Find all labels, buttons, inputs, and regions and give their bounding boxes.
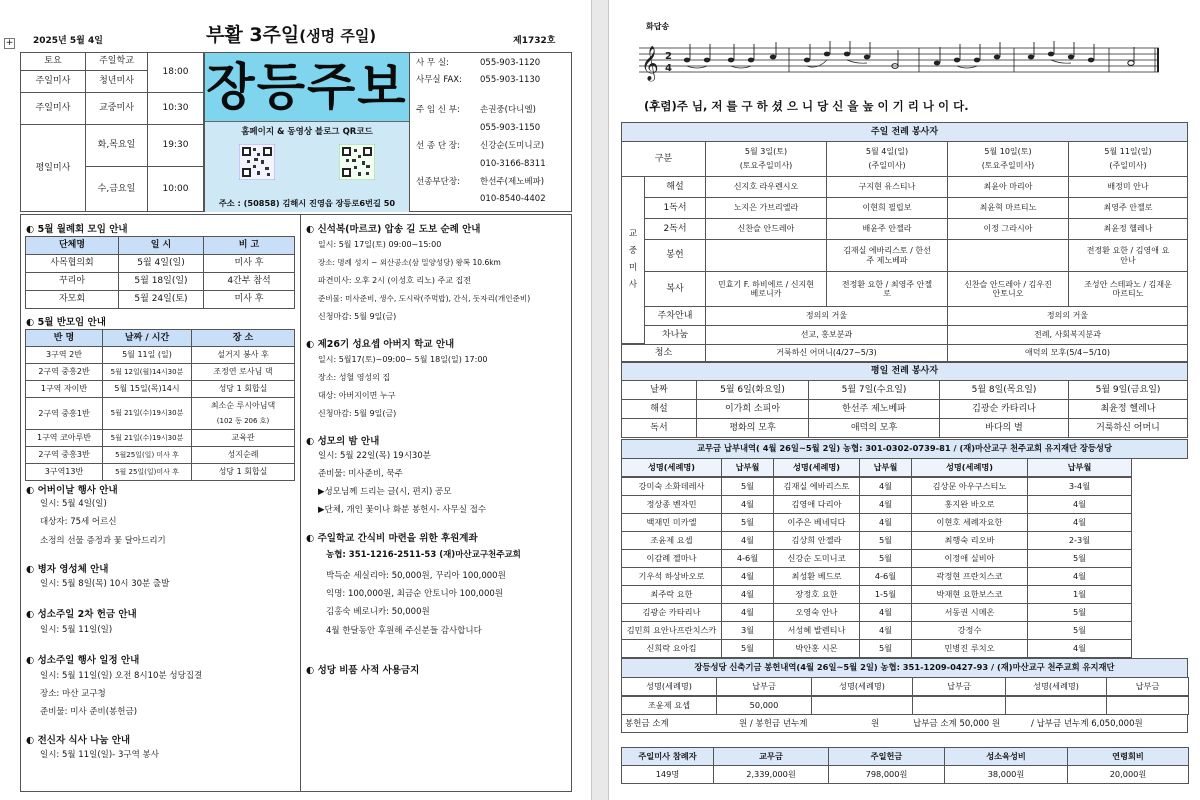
issue-number: 제1732호 bbox=[513, 36, 556, 46]
psalm-label: 화답송 bbox=[646, 22, 670, 31]
table-cell-line: (102 동 206 호) bbox=[216, 416, 270, 425]
duty-cell: 정의의 거울 bbox=[947, 306, 1188, 326]
table-header: 반 명 bbox=[25, 329, 103, 347]
table-cell: 기우석 하상바오로 bbox=[621, 567, 722, 586]
notice-line: 일시: 5월 22일(목) 19시30분 bbox=[318, 451, 431, 461]
table-cell: 1-5월 bbox=[859, 585, 912, 604]
duty-cell: 신지호 라우렌시오 bbox=[705, 176, 827, 198]
qr-code-video-blog[interactable] bbox=[339, 144, 375, 180]
svg-text:𝄞: 𝄞 bbox=[641, 46, 659, 81]
table-cell: 5월 12일(월)14시30분 bbox=[102, 363, 192, 381]
notice-line: 파견미사: 오후 2시 (이성호 리노) 주교 집전 bbox=[318, 276, 471, 285]
contact-value: 055-903-1120 bbox=[480, 58, 541, 68]
duty-cell: 애덕의 모후(5/4~5/10) bbox=[947, 344, 1188, 362]
table-cell: 장정호 요한 bbox=[773, 585, 860, 604]
summary-text: 원 / 봉헌금 년누계 bbox=[739, 719, 808, 729]
table-cell: 이정애 실비아 bbox=[911, 549, 1028, 568]
table-cell: 미사 후 bbox=[203, 290, 295, 309]
church-address: 주소 : (50858) 김해시 진영읍 장등로6번길 50 bbox=[205, 196, 409, 212]
table-cell: 5월 bbox=[721, 477, 774, 496]
contact-key: 선 종 단 장: bbox=[416, 141, 460, 151]
table-cell: 곽정현 프란치스코 bbox=[911, 567, 1028, 586]
table-header-line: (토요주일미사) bbox=[981, 161, 1035, 171]
role-cell: 주차안내 bbox=[644, 306, 706, 326]
table-cell: 3구역 2반 bbox=[25, 346, 103, 364]
table-cell: 강정수 bbox=[911, 621, 1028, 640]
contact-key: 주 임 신 부: bbox=[416, 105, 460, 115]
table-cell: 4월 bbox=[721, 495, 774, 514]
summary-text: 원 bbox=[871, 719, 880, 729]
table-cell: 5월 4일(일) bbox=[118, 254, 204, 273]
pilgrimage-title: ◐ 신석복(마르코) 압송 길 도보 순례 안내 bbox=[306, 224, 481, 235]
table-cell bbox=[1106, 696, 1189, 715]
schedule-cell: 주일학교 bbox=[85, 52, 148, 71]
table-header-line: (토요주일미사) bbox=[739, 161, 793, 171]
duty-cell: 거룩하신 어머니 bbox=[1068, 418, 1188, 438]
table-cell: 4월 bbox=[1027, 567, 1132, 586]
table-header-line: 5월 3일(토) bbox=[744, 147, 788, 157]
table-cell: 민병진 루치오 bbox=[911, 639, 1028, 658]
table-title: 교무금 납부내역( 4월 26일~5월 2일) 농협: 301-0302-0739-81 / (재)마산교구 천주교회 유지재단 장등성당 bbox=[621, 439, 1188, 459]
notice-line: 익명: 100,000원, 최금순 안토니아 100,000원 bbox=[326, 589, 503, 599]
duty-cell: 최윤혁 마르티노 bbox=[947, 197, 1069, 219]
table-header: 5월 8일(목요일) bbox=[939, 380, 1069, 400]
notice-line: 소정의 선물 증정과 꽃 달아드리기 bbox=[40, 536, 166, 546]
duty-cell: 평화의 모후 bbox=[696, 418, 809, 438]
notice-line: 준비물: 미사준비, 생수, 도시락(주먹밥), 간식, 돗자리(개인준비) bbox=[318, 294, 531, 303]
role-cell: 해설 bbox=[644, 176, 706, 198]
contact-value: 010-3166-8311 bbox=[480, 159, 546, 169]
contact-key: 선종부단장: bbox=[416, 177, 460, 187]
left-page bbox=[0, 0, 591, 800]
table-cell: 4월 bbox=[859, 495, 912, 514]
notice-line: 대상자: 75세 어르신 bbox=[40, 517, 117, 527]
notice-line: 일시: 5월 4일(일) bbox=[40, 499, 107, 509]
schedule-cell: 주일미사 bbox=[20, 70, 86, 93]
table-cell: 4월 bbox=[1027, 495, 1132, 514]
contact-value: 손권중(다니엘) bbox=[480, 105, 536, 115]
table-cell: 김재실 에바리스토 bbox=[773, 477, 860, 496]
schedule-cell: 10:00 bbox=[147, 166, 204, 212]
table-header: 장 소 bbox=[191, 329, 295, 347]
notice-line: 김홍숙 베로니카: 50,000원 bbox=[326, 607, 430, 617]
table-cell: 1구역 자이반 bbox=[25, 380, 103, 398]
duty-cell: 이가희 소피아 bbox=[696, 399, 809, 419]
table-header-line: 5월 10일(토) bbox=[984, 147, 1032, 157]
schedule-cell: 19:30 bbox=[147, 124, 204, 167]
table-cell: 4월 bbox=[859, 603, 912, 622]
duty-cell: 전정환 요한 / 최영주 안젤로 bbox=[826, 271, 948, 307]
summary-text: / 납부금 년누계 6,050,000원 bbox=[1031, 719, 1143, 729]
duty-cell: 신찬슬 안드레아 bbox=[705, 218, 827, 240]
duty-cell: 조성안 스테파노 / 김재운 마르티노 bbox=[1068, 271, 1188, 307]
masthead-title: 장등주보 bbox=[206, 59, 408, 117]
notice-line: 일시: 5월 17일(토) 09:00~15:00 bbox=[318, 240, 442, 249]
schedule-cell: 교중미사 bbox=[85, 92, 148, 125]
table-cell: 5월 bbox=[1027, 549, 1132, 568]
table-cell: 4월 bbox=[859, 477, 912, 496]
table-header: 성명(세례명) bbox=[621, 677, 717, 696]
table-header: 비 고 bbox=[203, 236, 295, 255]
duty-cell: 노지은 가브리엘라 bbox=[705, 197, 827, 219]
duty-cell: 최영주 안젤로 bbox=[1068, 197, 1188, 219]
table-cell: 4월 bbox=[721, 531, 774, 550]
right-page bbox=[609, 0, 1200, 800]
table-cell: 조윤제 요셉 bbox=[621, 531, 722, 550]
table-cell: 4월 bbox=[1027, 639, 1132, 658]
table-cell: 2구역 중흥1반 bbox=[25, 397, 103, 430]
table-cell: 4월 bbox=[859, 513, 912, 532]
table-title: 주일 전례 봉사자 bbox=[621, 122, 1188, 142]
sick-communion-title: ◐ 병자 영성체 안내 bbox=[26, 564, 109, 575]
table-cell: 5월 bbox=[859, 549, 912, 568]
schedule-cell: 화,목요일 bbox=[85, 124, 148, 167]
table-cell: 5월25일(일) 미사 후 bbox=[102, 446, 192, 464]
contact-value: 010-8540-4402 bbox=[480, 194, 546, 204]
role-cell: 복사 bbox=[644, 271, 706, 307]
table-cell: 5월 18일(일) bbox=[118, 272, 204, 291]
schedule-cell: 주일미사 bbox=[20, 92, 86, 125]
notice-line: 박득순 세실리아: 50,000원, 꾸리아 100,000원 bbox=[326, 571, 506, 581]
duty-cell: 이현희 필립보 bbox=[826, 197, 948, 219]
table-cell: 3월 bbox=[721, 621, 774, 640]
duty-cell: 선교, 홍보분과 bbox=[705, 325, 948, 345]
notice-line: 장소: 마산 교구청 bbox=[40, 689, 106, 699]
table-cell: 김광순 카타리나 bbox=[621, 603, 722, 622]
duty-cell: 애덕의 모후 bbox=[808, 418, 940, 438]
table-cell: 38,000원 bbox=[944, 765, 1068, 784]
notice-line: 일시: 5월 8일(목) 10시 30분 출발 bbox=[40, 579, 170, 589]
duty-cell: 정의의 거울 bbox=[705, 306, 948, 326]
psalm-music-staff bbox=[639, 40, 1159, 84]
schedule-cell: 토요 bbox=[20, 52, 86, 71]
schedule-cell: 10:30 bbox=[147, 92, 204, 125]
notice-line: 장소: 성혈 영성의 집 bbox=[318, 373, 391, 382]
table-header: 납부월 bbox=[1027, 458, 1132, 477]
table-cell: 성지순례 bbox=[191, 446, 295, 464]
contact-box bbox=[409, 52, 572, 212]
notice-line: 일시: 5월 11일(일) bbox=[40, 625, 113, 635]
table-header: 납부금 bbox=[716, 677, 812, 696]
bulletin-date: 2025년 5월 4일 bbox=[33, 36, 103, 46]
role-cell: 2독서 bbox=[644, 218, 706, 240]
table-cell: 꾸리아 bbox=[25, 272, 119, 291]
table-cell: 백재민 미카엘 bbox=[621, 513, 722, 532]
table-header-line: 5월 11일(일) bbox=[1104, 147, 1152, 157]
table-cell: 5월 21일(수)19시30분 bbox=[102, 429, 192, 447]
table-header: 납부금 bbox=[1106, 677, 1189, 696]
contact-value: 055-903-1130 bbox=[480, 75, 541, 85]
table-cell: 김민희 요안나프란치스카 bbox=[621, 621, 722, 640]
side-label-text: 교중미사 bbox=[628, 229, 638, 290]
table-cell: 신희락 요아킴 bbox=[621, 639, 722, 658]
table-header: 구분 bbox=[621, 141, 706, 177]
table-header: 납부월 bbox=[859, 458, 912, 477]
second-collection-title: ◐ 성소주일 2차 헌금 안내 bbox=[26, 609, 137, 620]
meeting-section-title: ◐ 5월 월례회 모임 안내 bbox=[26, 224, 128, 235]
contact-key: 사 무 실: bbox=[416, 58, 449, 68]
table-cell: 3-4월 bbox=[1027, 477, 1132, 496]
contact-value: 055-903-1150 bbox=[480, 123, 541, 133]
notice-line: 장소: 명례 성지 ~ 외산공소(삼 밀양성당) 왕복 10.6km bbox=[318, 258, 501, 267]
notice-line: ▶단체, 개인 꽃이나 화분 봉헌시- 사무실 접수 bbox=[318, 505, 487, 515]
table-cell: 김상문 아우구스티노 bbox=[911, 477, 1028, 496]
table-cell: 5월 21일(수)19시30분 bbox=[102, 397, 192, 430]
role-cell: 해설 bbox=[621, 399, 697, 419]
table-header-line: (주일미사) bbox=[868, 161, 906, 171]
table-cell: 2,339,000원 bbox=[713, 765, 829, 784]
table-cell: 설거지 봉사 후 bbox=[191, 346, 295, 364]
duty-cell: 최윤정 헬레나 bbox=[1068, 218, 1188, 240]
notice-line: 일시: 5월17(토)~09:00~ 5월 18일(일) 17:00 bbox=[318, 355, 488, 364]
table-header: 성명(세례명) bbox=[773, 458, 860, 477]
table-header: 연령회비 bbox=[1067, 747, 1189, 766]
table-cell-line: 최소순 루시아님댁 bbox=[210, 401, 276, 411]
duty-cell: 최윤정 헬레나 bbox=[1068, 399, 1188, 419]
duty-cell bbox=[705, 239, 827, 272]
table-cell: 5월 25일(일)미사 후 bbox=[102, 463, 192, 481]
table-cell: 4월 bbox=[859, 621, 912, 640]
table-header: 성명(세례명) bbox=[911, 458, 1028, 477]
role-cell: 차나눔 bbox=[644, 325, 706, 345]
duty-cell: 바다의 별 bbox=[939, 418, 1069, 438]
table-cell: 5월 bbox=[721, 639, 774, 658]
notice-line: 농협: 351-1216-2511-53 (재)마산교구천주교회 bbox=[326, 550, 521, 560]
table-header: 성명(세례명) bbox=[1005, 677, 1107, 696]
table-header: 교무금 bbox=[713, 747, 829, 766]
table-title: 장등성당 신축기금 봉헌내역(4월 26일~5월 2일) 농협: 351-1209-0427-93 / (재)마산교구 천주교회 유지재단 bbox=[621, 658, 1188, 678]
duty-cell: 이정 그라시아 bbox=[947, 218, 1069, 240]
table-cell: 1구역 코아루반 bbox=[25, 429, 103, 447]
table-header: 납부월 bbox=[721, 458, 774, 477]
donation-title: ◐ 주일학교 간식비 마련을 위한 후원계좌 bbox=[306, 533, 478, 544]
notice-line: 대상: 아버지이면 누구 bbox=[318, 391, 396, 400]
duty-cell: 한선주 제노베파 bbox=[808, 399, 940, 419]
notice-line: 일시: 5월 11일(일) 오전 8시10분 성당집결 bbox=[40, 671, 203, 681]
vocation-event-title: ◐ 성소주일 행사 일정 안내 bbox=[26, 655, 140, 666]
table-cell: 박재현 요한보스코 bbox=[911, 585, 1028, 604]
notice-line: 신청마감: 5월 9일(금) bbox=[318, 409, 397, 418]
schedule-cell: 평일미사 bbox=[20, 124, 86, 212]
role-cell: 청소 bbox=[621, 344, 706, 362]
duty-cell: 김재실 에바리스토 / 한선주 제노베파 bbox=[826, 239, 948, 272]
contact-value: 신강순(도미니코) bbox=[480, 141, 545, 151]
ban-section-title: ◐ 5월 반모임 안내 bbox=[26, 317, 106, 328]
duty-cell: 민효기 F. 하비에르 / 신지현 베로니카 bbox=[705, 271, 827, 307]
table-header: 5월 9일(금요일) bbox=[1068, 380, 1188, 400]
week-title-sub: (생명 주일) bbox=[299, 27, 377, 45]
private-use-ban-title: ◐ 성당 비품 사적 사용금지 bbox=[306, 665, 420, 676]
duty-cell: 신찬슬 안드레아 / 김우진 안토니오 bbox=[947, 271, 1069, 307]
table-header: 성소육성비 bbox=[944, 747, 1068, 766]
table-cell bbox=[912, 696, 1006, 715]
table-cell: 2구역 중흥3반 bbox=[25, 446, 103, 464]
masthead-box bbox=[204, 52, 410, 212]
svg-text:2: 2 bbox=[665, 51, 672, 62]
duty-cell: 전례, 사회복지분과 bbox=[947, 325, 1188, 345]
column-divider bbox=[300, 214, 301, 792]
table-header: 5월 7일(수요일) bbox=[808, 380, 940, 400]
table-cell: 서성혜 발렌티나 bbox=[773, 621, 860, 640]
duty-cell: 최윤아 마리아 bbox=[947, 176, 1069, 198]
summary-text: 납부금 소계 50,000 원 bbox=[913, 719, 1001, 729]
contact-key: 사무실 FAX: bbox=[416, 75, 462, 85]
role-cell: 1독서 bbox=[644, 197, 706, 219]
table-cell: 사목협의회 bbox=[25, 254, 119, 273]
table-cell: 4월 bbox=[1027, 513, 1132, 532]
table-cell: 50,000 bbox=[716, 696, 812, 715]
table-header: 주일헌금 bbox=[828, 747, 945, 766]
duty-cell: 거룩하신 어머니(4/27~5/3) bbox=[705, 344, 948, 362]
table-cell: 최행숙 리오바 bbox=[911, 531, 1028, 550]
table-header: 5월 6일(화요일) bbox=[696, 380, 809, 400]
contact-value: 한선주(제노베파) bbox=[480, 177, 545, 187]
fathers-school-title: ◐ 제26기 성요셉 아버지 학교 안내 bbox=[306, 339, 455, 350]
table-cell: 미사 후 bbox=[203, 254, 295, 273]
table-cell: 자모회 bbox=[25, 290, 119, 309]
table-cell: 홍지완 바오로 bbox=[911, 495, 1028, 514]
table-cell: 4월 bbox=[721, 603, 774, 622]
table-cell: 조정연 로사님 댁 bbox=[191, 363, 295, 381]
table-cell: 김영애 다리아 bbox=[773, 495, 860, 514]
table-header: 날짜 / 시간 bbox=[102, 329, 192, 347]
table-cell: 성당 1 회합실 bbox=[191, 380, 295, 398]
table-cell: 149명 bbox=[621, 765, 714, 784]
qr-panel bbox=[205, 121, 409, 196]
table-cell: 5월 bbox=[859, 531, 912, 550]
notice-line: 일시: 5월 11일(일)- 3구역 봉사 bbox=[40, 750, 159, 760]
table-cell: 4-6월 bbox=[721, 549, 774, 568]
table-header: 납부금 bbox=[912, 677, 1006, 696]
table-cell: 5월 24일(토) bbox=[118, 290, 204, 309]
table-cell: 4월 bbox=[721, 567, 774, 586]
schedule-cell: 18:00 bbox=[147, 52, 204, 93]
table-cell: 5월 bbox=[1027, 621, 1132, 640]
table-header-line: (주일미사) bbox=[1109, 161, 1147, 171]
week-title bbox=[206, 24, 376, 47]
duty-cell: 구지현 유스티나 bbox=[826, 176, 948, 198]
table-cell: 3구역13반 bbox=[25, 463, 103, 481]
meal-sharing-title: ◐ 전신자 식사 나눔 안내 bbox=[26, 735, 131, 746]
table-cell: 서동권 시메온 bbox=[911, 603, 1028, 622]
table-cell: 4월 bbox=[721, 585, 774, 604]
table-cell: 798,000원 bbox=[828, 765, 945, 784]
notice-line: 4월 한달동안 후원해 주신분들 감사합니다 bbox=[326, 626, 482, 636]
table-header: 주일미사 참례자 bbox=[621, 747, 714, 766]
table-cell: 이현호 세례자요한 bbox=[911, 513, 1028, 532]
role-cell: 봉헌 bbox=[644, 239, 706, 272]
duty-cell bbox=[947, 239, 1069, 272]
week-title-main: 부활 3주일 bbox=[206, 24, 300, 46]
notice-line: 신청마감: 5월 9일(금) bbox=[318, 312, 397, 321]
schedule-cell: 수,금요일 bbox=[85, 166, 148, 212]
schedule-cell: 청년미사 bbox=[85, 70, 148, 93]
table-cell bbox=[811, 696, 913, 715]
table-cell: 5월 15일(목)14시 bbox=[102, 380, 192, 398]
table-cell: 이주은 베네딕다 bbox=[773, 513, 860, 532]
table-cell: 20,000원 bbox=[1067, 765, 1189, 784]
table-cell: 4간부 참석 bbox=[203, 272, 295, 291]
summary-text: 봉헌금 소계 bbox=[625, 719, 669, 729]
table-cell bbox=[1005, 696, 1107, 715]
table-cell: 김상희 안젤라 bbox=[773, 531, 860, 550]
mary-night-title: ◐ 성모의 밤 안내 bbox=[306, 436, 380, 447]
table-move-handle[interactable]: + bbox=[5, 38, 14, 48]
table-cell: 이감례 젤마나 bbox=[621, 549, 722, 568]
duty-cell: 배정미 안나 bbox=[1068, 176, 1188, 198]
notice-line: 준비물: 미사준비, 묵주 bbox=[318, 469, 403, 479]
table-header: 성명(세례명) bbox=[621, 458, 722, 477]
table-cell: 5월 bbox=[1027, 603, 1132, 622]
table-cell: 5월 11일 (일) bbox=[102, 346, 192, 364]
role-cell: 독서 bbox=[621, 418, 697, 438]
notice-line: 준비물: 미사 준비(봉헌금) bbox=[40, 707, 138, 717]
table-header: 날짜 bbox=[621, 380, 697, 400]
table-cell: 최주락 요한 bbox=[621, 585, 722, 604]
table-header-line: 5월 4일(일) bbox=[865, 147, 909, 157]
table-header: 일 시 bbox=[118, 236, 204, 255]
table-cell: 5월 bbox=[859, 639, 912, 658]
table-cell: 1월 bbox=[1027, 585, 1132, 604]
table-cell: 강미숙 소화데레사 bbox=[621, 477, 722, 496]
table-cell: 신강순 도미니코 bbox=[773, 549, 860, 568]
table-cell: 조윤제 요셉 bbox=[621, 696, 717, 715]
svg-text:4: 4 bbox=[665, 63, 672, 74]
notice-line: ▶성모님께 드리는 글(시, 편지) 공모 bbox=[318, 487, 452, 497]
table-cell: 교육관 bbox=[191, 429, 295, 447]
table-cell: 5월 bbox=[721, 513, 774, 532]
table-cell: 2-3월 bbox=[1027, 531, 1132, 550]
duty-cell: 김광순 카타리나 bbox=[939, 399, 1069, 419]
table-cell: 2구역 중흥2반 bbox=[25, 363, 103, 381]
qr-label: 홈페이지 & 동영상 블로그 QR코드 bbox=[241, 127, 373, 138]
table-cell: 오영숙 안나 bbox=[773, 603, 860, 622]
duty-cell: 배윤주 안젤라 bbox=[826, 218, 948, 240]
table-cell: 정상종 벤자민 bbox=[621, 495, 722, 514]
table-cell: 최성환 베드로 bbox=[773, 567, 860, 586]
qr-code-homepage[interactable] bbox=[239, 144, 275, 180]
table-cell: 성당 1 회합실 bbox=[191, 463, 295, 481]
duty-cell: 전정환 요한 / 김영애 요안나 bbox=[1068, 239, 1188, 272]
table-header: 성명(세례명) bbox=[811, 677, 913, 696]
table-header: 단체명 bbox=[25, 236, 119, 255]
table-cell: 4-6월 bbox=[859, 567, 912, 586]
mothers-day-title: ◐ 어버이날 행사 안내 bbox=[26, 485, 118, 496]
table-title: 평일 전례 봉사자 bbox=[621, 362, 1188, 381]
psalm-refrain: (후렴)주 님, 저 를 구 하 셨 으 니 당 신 을 높 이 기 리 나 이 다. bbox=[644, 99, 969, 113]
table-cell: 박안홍 시몬 bbox=[773, 639, 860, 658]
